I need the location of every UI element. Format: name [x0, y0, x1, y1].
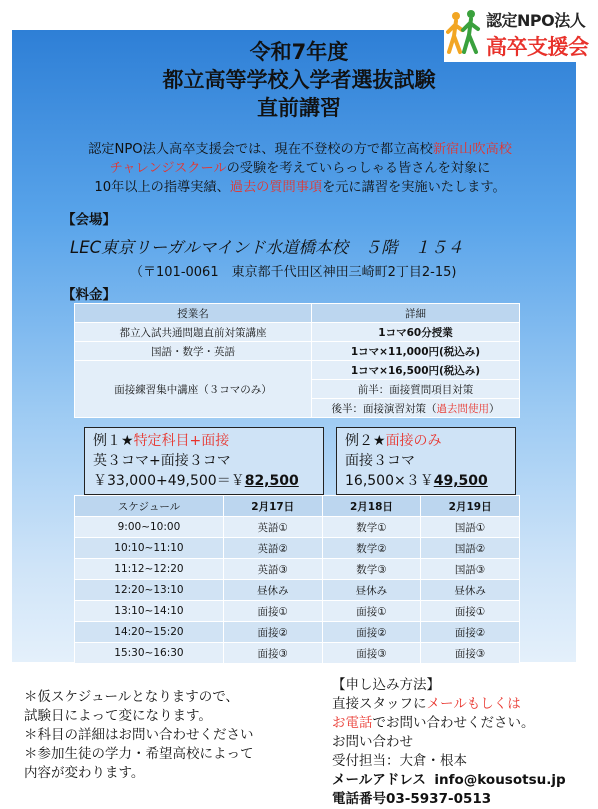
schedule-time: 13:10~14:10 [75, 601, 224, 622]
venue-address: （〒101-0061 東京都千代田区神田三崎町2丁目2-15) [130, 265, 457, 280]
schedule-cell: 面接① [322, 601, 421, 622]
schedule-cell: 昼休み [223, 580, 322, 601]
venue-heading: 【会場】 [62, 212, 116, 228]
example2-line2: 面接３コマ [345, 453, 415, 469]
note-line: ＊仮スケジュールとなりますので、 [24, 689, 239, 705]
example2-box [336, 427, 516, 495]
schedule-cell: 英語② [223, 538, 322, 559]
fee-header-row [75, 304, 520, 323]
note-line: ＊参加生徒の学力・希望高校によって [24, 746, 254, 762]
schedule-col-day1: 2月17日 [223, 496, 322, 517]
apply-section [332, 676, 582, 809]
schedule-row [75, 517, 520, 538]
schedule-time: 10:10~11:10 [75, 538, 224, 559]
schedule-cell: 数学① [322, 517, 421, 538]
fee-table [74, 303, 520, 418]
fee-detail: 1コマ×16,500円(税込み) [312, 361, 520, 380]
schedule-cell: 数学③ [322, 559, 421, 580]
example1-box [84, 427, 324, 495]
fee-row [75, 361, 520, 380]
fee-detail: 前半：面接質問項目対策 [312, 380, 520, 399]
fee-detail: 1コマ×11,000円(税込み) [312, 342, 520, 361]
phone-number[interactable]: 03-5937-0513 [386, 791, 492, 807]
fee-course: 国語・数学・英語 [75, 342, 312, 361]
schedule-time: 14:20~15:20 [75, 622, 224, 643]
fee-row [75, 323, 520, 342]
logo [444, 4, 596, 62]
example1-price: ￥33,000+49,500＝￥82,500 [93, 473, 299, 489]
email-link[interactable]: info@kousotsu.jp [434, 772, 566, 788]
fee-row [75, 342, 520, 361]
schedule-cell: 面接② [322, 622, 421, 643]
apply-heading: 【申し込み方法】 [332, 677, 440, 693]
schedule-cell: 面接③ [322, 643, 421, 664]
schedule-row [75, 580, 520, 601]
schedule-header-row [75, 496, 520, 517]
schedule-row [75, 643, 520, 664]
fee-heading: 【料金】 [62, 287, 116, 303]
apply-email: メールアドレス info@kousotsu.jp [332, 772, 566, 788]
schedule-col-day2: 2月18日 [322, 496, 421, 517]
schedule-cell: 面接① [223, 601, 322, 622]
schedule-cell: 面接② [421, 622, 520, 643]
apply-line2: お電話でお問い合わせください。 [332, 715, 535, 731]
schedule-cell: 昼休み [421, 580, 520, 601]
example1-heading: 例１★特定科目+面接 [93, 433, 230, 449]
apply-staff: 受付担当：大倉・根本 [332, 753, 467, 769]
notes [24, 688, 254, 783]
note-line: ＊科目の詳細はお問い合わせください [24, 727, 254, 743]
fee-course: 都立入試共通問題直前対策講座 [75, 323, 312, 342]
title-line3: 直前講習 [257, 96, 341, 120]
note-line: 試験日によって変になります。 [24, 708, 212, 724]
example2-heading: 例２★面接のみ [345, 433, 442, 449]
schedule-col-time: スケジュール [75, 496, 224, 517]
schedule-cell: 面接② [223, 622, 322, 643]
schedule-cell: 昼休み [322, 580, 421, 601]
schedule-cell: 数学② [322, 538, 421, 559]
schedule-cell: 英語③ [223, 559, 322, 580]
fee-col-course: 授業名 [75, 304, 312, 323]
schedule-row [75, 538, 520, 559]
schedule-cell: 国語② [421, 538, 520, 559]
schedule-table [74, 495, 520, 664]
note-line: 内容が変わります。 [24, 765, 145, 781]
title-line1: 令和7年度 [249, 40, 349, 64]
schedule-cell: 面接③ [223, 643, 322, 664]
schedule-time: 11:12~12:20 [75, 559, 224, 580]
intro-line3: 10年以上の指導実績、過去の質問事項を元に講習を実施いたします。 [94, 180, 506, 195]
schedule-row [75, 559, 520, 580]
venue-name: LEC東京リーガルマインド水道橋本校 ５階 １５４ [70, 238, 464, 257]
logo-line1: 認定NPO法人 [486, 11, 586, 30]
example1-line2: 英３コマ+面接３コマ [93, 453, 231, 469]
schedule-time: 9:00~10:00 [75, 517, 224, 538]
schedule-cell: 面接① [421, 601, 520, 622]
schedule-cell: 国語③ [421, 559, 520, 580]
apply-line1: 直接スタッフにメールもしくは [332, 696, 521, 712]
schedule-cell: 英語① [223, 517, 322, 538]
schedule-time: 12:20~13:10 [75, 580, 224, 601]
schedule-col-day3: 2月19日 [421, 496, 520, 517]
apply-line3: お問い合わせ [332, 734, 413, 750]
fee-detail: 後半：面接演習対策（過去問使用） [312, 399, 520, 418]
apply-phone: 電話番号03-5937-0513 [332, 791, 492, 807]
intro-line2: チャレンジスクールの受験を考えていらっしゃる皆さんを対象に [109, 161, 491, 176]
title-line2: 都立高等学校入学者選抜試験 [162, 68, 436, 92]
example2-price: 16,500×３￥49,500 [345, 473, 488, 489]
fee-col-detail: 詳細 [312, 304, 520, 323]
fee-detail: 1コマ60分授業 [312, 323, 520, 342]
fee-course: 面接練習集中講座（３コマのみ） [75, 361, 312, 418]
schedule-row [75, 601, 520, 622]
schedule-time: 15:30~16:30 [75, 643, 224, 664]
logo-line2: 高卒支援会 [486, 35, 589, 59]
schedule-row [75, 622, 520, 643]
intro-line1: 認定NPO法人高卒支援会では、現在不登校の方で都立高校新宿山吹高校 [88, 142, 512, 157]
schedule-cell: 国語① [421, 517, 520, 538]
schedule-cell: 面接③ [421, 643, 520, 664]
